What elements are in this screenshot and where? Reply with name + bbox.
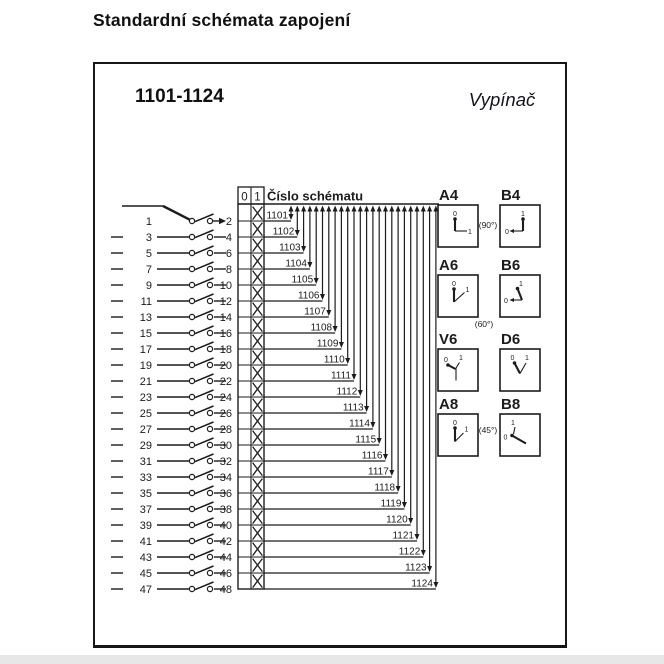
contact-terminal bbox=[207, 346, 212, 351]
terminal-number-even: 44 bbox=[219, 551, 232, 564]
contact-terminal bbox=[189, 586, 194, 591]
contact-terminal bbox=[189, 426, 194, 431]
handle-arm bbox=[512, 436, 526, 444]
position-0-label: 0 bbox=[505, 229, 509, 236]
switch-box bbox=[500, 349, 540, 391]
contact-terminal bbox=[189, 474, 194, 479]
terminal-number-even: 34 bbox=[219, 471, 232, 484]
contact-terminal bbox=[189, 522, 194, 527]
device-type-label: Vypínač bbox=[468, 89, 536, 110]
up-arrowhead-icon bbox=[402, 206, 407, 212]
switch-box bbox=[438, 275, 478, 317]
handle-arm bbox=[518, 289, 523, 301]
contact-terminal bbox=[207, 362, 212, 367]
diagram-panel bbox=[93, 62, 567, 648]
up-arrowhead-icon bbox=[364, 206, 369, 212]
position-1-label: 1 bbox=[464, 426, 469, 434]
position-arm bbox=[520, 363, 526, 374]
up-arrowhead-icon bbox=[408, 206, 413, 212]
scheme-number: 1104 bbox=[285, 258, 307, 270]
contact-terminal bbox=[207, 378, 212, 383]
contact-terminal bbox=[207, 586, 212, 591]
scheme-number: 1110 bbox=[323, 354, 345, 366]
scheme-number: 1101 bbox=[266, 210, 288, 222]
contact-terminal bbox=[189, 250, 194, 255]
terminal-number-even: 12 bbox=[219, 295, 232, 308]
down-arrowhead-icon bbox=[289, 214, 294, 220]
terminal-number-odd: 13 bbox=[139, 311, 152, 324]
contact-terminal bbox=[189, 442, 194, 447]
position-1-label: 1 bbox=[511, 420, 515, 427]
up-arrowhead-icon bbox=[345, 206, 350, 212]
terminal-number-even: 18 bbox=[219, 343, 232, 356]
contact-terminal bbox=[189, 314, 194, 319]
switch-type-label: V6 bbox=[439, 331, 458, 348]
terminal-number-odd: 43 bbox=[139, 551, 152, 564]
switch-type-label: A6 bbox=[439, 257, 459, 274]
down-arrowhead-icon bbox=[352, 374, 357, 380]
contact-terminal bbox=[207, 474, 212, 479]
contact-terminal bbox=[189, 218, 194, 223]
terminal-number-even: 46 bbox=[219, 567, 232, 580]
up-arrowhead-icon bbox=[326, 206, 331, 212]
up-arrowhead-icon bbox=[427, 206, 432, 212]
terminal-number-odd: 11 bbox=[140, 295, 152, 308]
contact-terminal bbox=[189, 298, 194, 303]
terminal-number-odd: 33 bbox=[139, 471, 152, 484]
terminal-number-odd: 29 bbox=[139, 439, 152, 452]
down-arrowhead-icon bbox=[402, 502, 407, 508]
up-arrowhead-icon bbox=[339, 206, 344, 212]
terminal-number-odd: 23 bbox=[139, 391, 152, 404]
contact-terminal bbox=[207, 410, 212, 415]
scheme-number: 1116 bbox=[361, 450, 383, 462]
terminal-number-odd: 31 bbox=[139, 455, 152, 468]
scheme-number: 1115 bbox=[355, 434, 377, 446]
position-1-label: 1 bbox=[465, 287, 470, 294]
scheme-number: 1121 bbox=[392, 530, 414, 542]
terminal-number-even: 16 bbox=[219, 327, 232, 340]
switch-type-label: B4 bbox=[501, 187, 521, 204]
scheme-range-label: 1101-1124 bbox=[135, 86, 224, 107]
terminal-number-odd: 41 bbox=[139, 535, 152, 548]
terminal-number-odd: 35 bbox=[139, 487, 152, 500]
terminal-number-even: 48 bbox=[219, 583, 232, 596]
angle-label: (45°) bbox=[478, 425, 498, 435]
down-arrowhead-icon bbox=[345, 358, 350, 364]
scheme-number: 1122 bbox=[398, 546, 421, 558]
down-arrowhead-icon bbox=[389, 470, 394, 476]
switch-box bbox=[438, 205, 478, 247]
switch-type-label: A4 bbox=[439, 187, 459, 204]
position-arrow-icon bbox=[510, 298, 515, 302]
contact-terminal bbox=[207, 570, 212, 575]
switch-box bbox=[438, 349, 478, 391]
contact-terminal bbox=[207, 218, 212, 223]
contact-terminal bbox=[207, 394, 212, 399]
down-arrowhead-icon bbox=[358, 390, 363, 396]
position-0-label: 0 bbox=[444, 357, 448, 364]
position-1-label: 1 bbox=[459, 355, 463, 362]
position-0-label: 0 bbox=[504, 298, 508, 305]
feed-line bbox=[163, 206, 190, 220]
up-arrowhead-icon bbox=[377, 206, 382, 212]
contact-terminal bbox=[207, 458, 212, 463]
terminal-number-even: 2 bbox=[225, 215, 232, 228]
terminal-number-odd: 21 bbox=[139, 375, 152, 388]
switch-type-label: A8 bbox=[439, 396, 459, 413]
contact-terminal bbox=[189, 538, 194, 543]
contact-terminal bbox=[207, 234, 212, 239]
column-header-1: 1 bbox=[254, 191, 261, 204]
up-arrowhead-icon bbox=[396, 206, 401, 212]
up-arrowhead-icon bbox=[314, 206, 319, 212]
scheme-number: 1106 bbox=[297, 290, 320, 302]
down-arrowhead-icon bbox=[421, 550, 426, 556]
contact-terminal bbox=[189, 554, 194, 559]
down-arrowhead-icon bbox=[320, 294, 325, 300]
terminal-number-even: 42 bbox=[219, 535, 232, 548]
position-0-label: 0 bbox=[453, 420, 457, 427]
down-arrowhead-icon bbox=[339, 342, 344, 348]
down-arrowhead-icon bbox=[415, 534, 420, 540]
switch-type-label: B8 bbox=[501, 396, 521, 413]
position-0-label: 0 bbox=[452, 281, 456, 288]
up-arrowhead-icon bbox=[333, 206, 338, 212]
contact-terminal bbox=[207, 538, 212, 543]
terminal-number-even: 22 bbox=[219, 375, 232, 388]
position-arrow-icon bbox=[510, 229, 515, 233]
switch-box bbox=[500, 205, 540, 247]
contact-terminal bbox=[207, 266, 212, 271]
terminal-number-even: 30 bbox=[219, 439, 232, 452]
contact-terminal bbox=[207, 282, 212, 287]
scheme-number: 1108 bbox=[310, 322, 333, 334]
scheme-number: 1114 bbox=[349, 418, 370, 430]
down-arrowhead-icon bbox=[370, 422, 375, 428]
up-arrowhead-icon bbox=[415, 206, 420, 212]
switch-box bbox=[438, 414, 478, 456]
position-1-label: 1 bbox=[519, 281, 523, 288]
column-header-0: 0 bbox=[241, 191, 248, 204]
contact-terminal bbox=[189, 234, 194, 239]
contact-terminal bbox=[189, 570, 194, 575]
down-arrowhead-icon bbox=[408, 518, 413, 524]
down-arrowhead-icon bbox=[364, 406, 369, 412]
down-arrowhead-icon bbox=[314, 278, 319, 284]
switch-type-label: D6 bbox=[501, 331, 521, 348]
down-arrowhead-icon bbox=[383, 454, 388, 460]
position-0-label: 0 bbox=[503, 434, 508, 442]
terminal-number-odd: 15 bbox=[139, 327, 152, 340]
up-arrowhead-icon bbox=[352, 206, 357, 212]
terminal-number-even: 32 bbox=[219, 455, 232, 468]
contact-terminal bbox=[207, 506, 212, 511]
terminal-number-odd: 25 bbox=[139, 407, 152, 420]
contact-terminal bbox=[207, 442, 212, 447]
terminal-number-odd: 39 bbox=[139, 519, 152, 532]
contact-terminal bbox=[189, 266, 194, 271]
down-arrowhead-icon bbox=[333, 326, 338, 332]
scheme-number: 1112 bbox=[336, 386, 358, 398]
contact-terminal bbox=[189, 330, 194, 335]
terminal-number-even: 8 bbox=[225, 263, 232, 276]
down-arrowhead-icon bbox=[377, 438, 382, 444]
angle-label: (60°) bbox=[474, 319, 494, 329]
position-1-label: 1 bbox=[525, 355, 529, 362]
contact-terminal bbox=[207, 490, 212, 495]
down-arrowhead-icon bbox=[326, 310, 331, 316]
scheme-number: 1109 bbox=[316, 338, 339, 350]
contact-terminal bbox=[207, 314, 212, 319]
scheme-number: 1120 bbox=[386, 514, 408, 526]
position-1-label: 1 bbox=[521, 211, 525, 218]
page-title: Standardní schémata zapojení bbox=[93, 10, 351, 30]
scheme-number: 1117 bbox=[368, 466, 389, 478]
scheme-number: 1107 bbox=[304, 306, 326, 318]
scheme-number: 1103 bbox=[279, 242, 301, 254]
position-arm bbox=[454, 293, 465, 303]
contact-terminal bbox=[207, 330, 212, 335]
up-arrowhead-icon bbox=[370, 206, 375, 212]
contact-terminal bbox=[189, 362, 194, 367]
contact-terminal bbox=[189, 410, 194, 415]
terminal-number-odd: 9 bbox=[145, 279, 152, 292]
page-edge-artifact bbox=[0, 655, 664, 664]
up-arrowhead-icon bbox=[421, 206, 426, 212]
scheme-number: 1111 bbox=[330, 370, 351, 382]
handle-dot bbox=[510, 434, 514, 438]
down-arrowhead-icon bbox=[433, 582, 438, 588]
terminal-number-even: 10 bbox=[219, 279, 232, 292]
up-arrowhead-icon bbox=[358, 206, 363, 212]
terminal-number-even: 38 bbox=[219, 503, 232, 516]
up-arrowhead-icon bbox=[301, 206, 306, 212]
scheme-number: 1123 bbox=[405, 562, 427, 574]
wiring-diagram bbox=[95, 64, 565, 645]
up-arrowhead-icon bbox=[383, 206, 388, 212]
scheme-column-header: Číslo schématu bbox=[267, 188, 364, 204]
contact-terminal bbox=[189, 490, 194, 495]
scheme-number: 1124 bbox=[411, 578, 433, 590]
contact-terminal bbox=[207, 522, 212, 527]
terminal-number-odd: 37 bbox=[139, 503, 152, 516]
down-arrowhead-icon bbox=[295, 230, 300, 236]
contact-terminal bbox=[189, 458, 194, 463]
contact-terminal bbox=[207, 554, 212, 559]
terminal-number-odd: 17 bbox=[139, 343, 152, 356]
angle-label: (90°) bbox=[478, 220, 498, 230]
terminal-number-even: 24 bbox=[219, 391, 232, 404]
up-arrowhead-icon bbox=[320, 206, 325, 212]
terminal-number-odd: 47 bbox=[139, 583, 152, 596]
position-arm bbox=[514, 427, 516, 434]
terminal-number-even: 28 bbox=[219, 423, 232, 436]
terminal-number-odd: 3 bbox=[145, 231, 152, 244]
terminal-number-even: 14 bbox=[219, 311, 232, 324]
terminal-number-even: 6 bbox=[225, 247, 232, 260]
position-0-label: 0 bbox=[453, 211, 457, 218]
terminal-number-odd: 1 bbox=[145, 215, 152, 228]
terminal-number-odd: 7 bbox=[145, 263, 152, 276]
contact-terminal bbox=[189, 346, 194, 351]
scheme-number: 1118 bbox=[374, 482, 396, 494]
contact-terminal bbox=[189, 394, 194, 399]
scheme-number: 1113 bbox=[342, 402, 364, 414]
terminal-number-even: 40 bbox=[219, 519, 232, 532]
switch-type-label: B6 bbox=[501, 257, 521, 274]
down-arrowhead-icon bbox=[307, 262, 312, 268]
down-arrowhead-icon bbox=[427, 566, 432, 572]
scheme-number: 1119 bbox=[380, 498, 402, 510]
contact-terminal bbox=[189, 506, 194, 511]
terminal-number-odd: 19 bbox=[139, 359, 152, 372]
position-1-label: 1 bbox=[468, 229, 472, 236]
terminal-number-odd: 27 bbox=[139, 423, 152, 436]
contact-terminal bbox=[207, 426, 212, 431]
contact-terminal bbox=[207, 298, 212, 303]
contact-terminal bbox=[189, 378, 194, 383]
terminal-number-even: 36 bbox=[219, 487, 232, 500]
terminal-number-even: 26 bbox=[219, 407, 232, 420]
terminal-number-odd: 5 bbox=[145, 247, 152, 260]
up-arrowhead-icon bbox=[389, 206, 394, 212]
scheme-number: 1105 bbox=[291, 274, 314, 286]
contact-terminal bbox=[207, 250, 212, 255]
down-arrowhead-icon bbox=[301, 246, 306, 252]
terminal-number-even: 20 bbox=[219, 359, 232, 372]
contact-terminal bbox=[189, 282, 194, 287]
position-0-label: 0 bbox=[510, 355, 515, 362]
terminal-number-even: 4 bbox=[225, 231, 232, 244]
position-arm bbox=[455, 433, 464, 442]
up-arrowhead-icon bbox=[295, 206, 300, 212]
up-arrowhead-icon bbox=[289, 206, 294, 212]
down-arrowhead-icon bbox=[396, 486, 401, 492]
position-arm bbox=[456, 363, 460, 369]
up-arrowhead-icon bbox=[307, 206, 312, 212]
scheme-number: 1102 bbox=[272, 226, 295, 238]
terminal-number-odd: 45 bbox=[139, 567, 152, 580]
